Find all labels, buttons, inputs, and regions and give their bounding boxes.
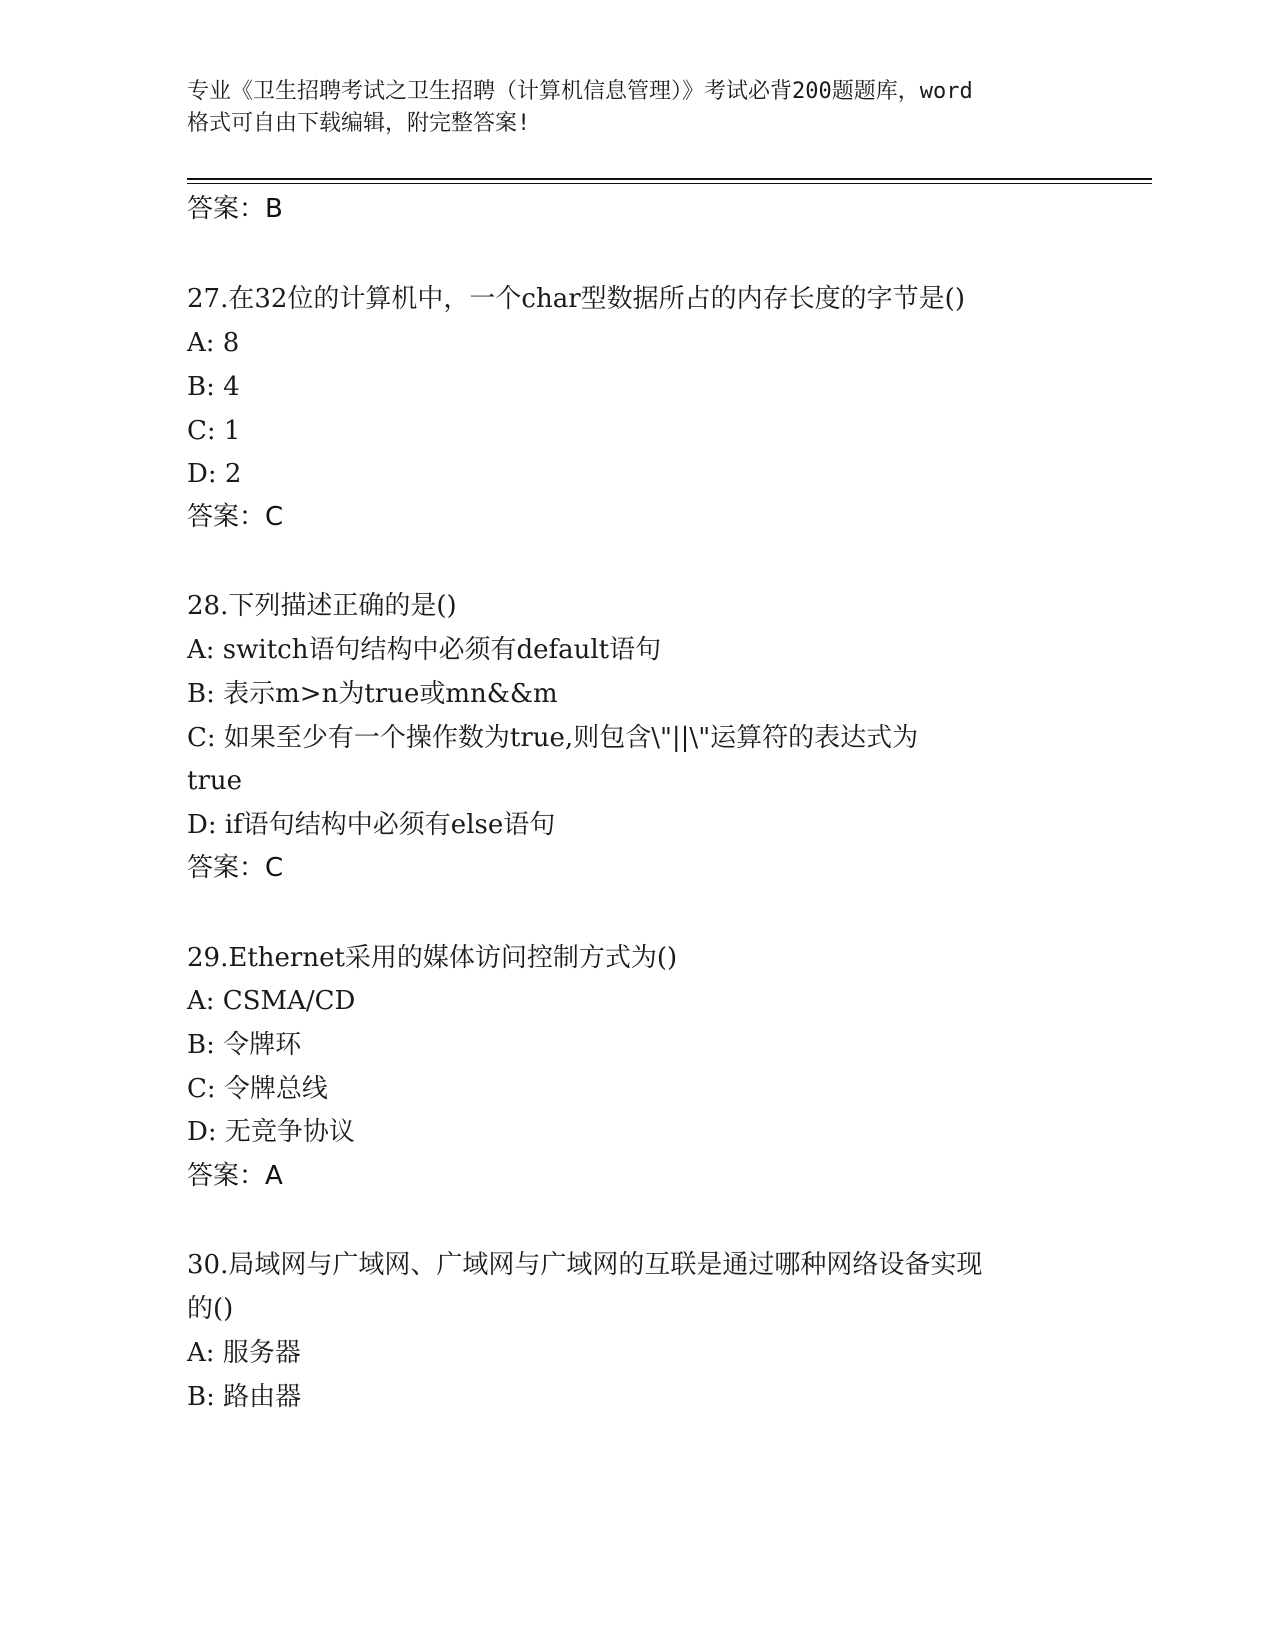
question-30-stem-line-1: 30.局域网与广域网、广域网与广域网的互联是通过哪种网络设备实现 [187, 1250, 983, 1280]
question-28-option-c: C: 如果至少有一个操作数为true,则包含\"||\"运算符的表达式为 [187, 723, 919, 753]
question-28-option-a: A: switch语句结构中必须有default语句 [187, 635, 662, 665]
question-30-option-b: B: 路由器 [187, 1382, 302, 1412]
question-29-stem: 29.Ethernet采用的媒体访问控制方式为() [187, 943, 678, 973]
question-27-stem: 27.在32位的计算机中，一个char型数据所占的内存长度的字节是() [187, 284, 965, 314]
question-27-option-d: D: 2 [187, 459, 242, 489]
question-29-option-c: C: 令牌总线 [187, 1074, 328, 1104]
question-27-option-a: A: 8 [187, 328, 240, 358]
question-29-option-b: B: 令牌环 [187, 1030, 302, 1060]
question-27-option-b: B: 4 [187, 372, 240, 402]
question-30-option-a: A: 服务器 [187, 1338, 301, 1368]
header-rule-thin [187, 183, 1152, 184]
question-27-option-c: C: 1 [187, 416, 241, 446]
header-line-2: 格式可自由下载编辑，附完整答案! [187, 111, 531, 136]
question-30-stem-line-2: 的() [187, 1294, 234, 1324]
header-rule-thick [187, 178, 1152, 180]
question-28-option-b: B: 表示m>n为true或mn&&m [187, 679, 558, 709]
question-28-option-d: D: if语句结构中必须有else语句 [187, 810, 556, 840]
answer-26: 答案：B [187, 194, 283, 224]
document-header [187, 76, 1087, 140]
question-28-option-c-cont: true [187, 766, 243, 796]
answer-28: 答案：C [187, 853, 284, 883]
answer-27: 答案：C [187, 502, 284, 532]
question-28-stem: 28.下列描述正确的是() [187, 591, 457, 621]
question-29-option-d: D: 无竞争协议 [187, 1117, 355, 1147]
question-29-option-a: A: CSMA/CD [187, 986, 356, 1016]
answer-29: 答案：A [187, 1161, 283, 1191]
header-line-1: 专业《卫生招聘考试之卫生招聘（计算机信息管理）》考试必背200题题库，word [187, 79, 973, 104]
